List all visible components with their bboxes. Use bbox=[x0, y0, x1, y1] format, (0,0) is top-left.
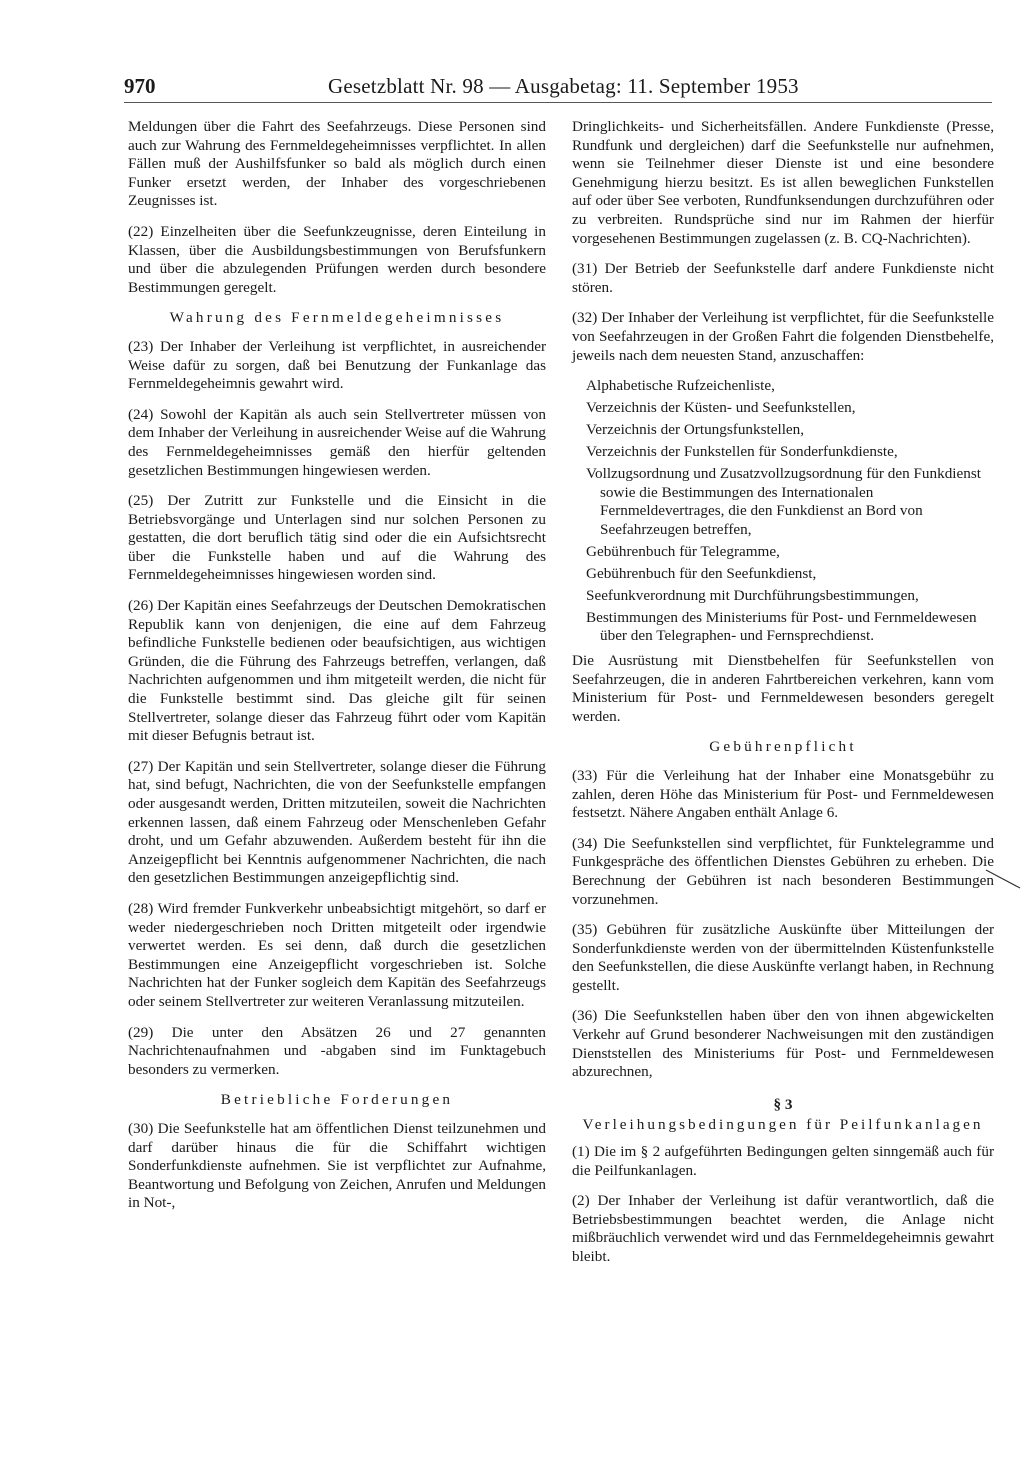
list-item: Verzeichnis der Küsten- und Seefunkstellen, bbox=[586, 399, 856, 417]
list-item: Gebührenbuch für den Seefunkdienst, bbox=[586, 564, 817, 582]
paragraph-29: (29) Die unter den Absätzen 26 und 27 genannten Nachrichtenaufnahmen und -abgaben sind im Funktagebuch besonders zu vermerken. bbox=[128, 1023, 546, 1078]
paragraph-31: (31) Der Betrieb der Seefunkstelle darf andere Funkdienste nicht stören. bbox=[572, 260, 994, 296]
paragraph-23: (23) Der Inhaber der Verleihung ist verpflichtet, in ausreichender Weise dafür zu sorgen, daß bei Benutzung der Funkanlage das Fernmeldegeheimnis gewahrt wird. bbox=[128, 337, 546, 393]
list-item: Seefunkverordnung mit Durchführungsbestimmungen, bbox=[586, 586, 919, 604]
left-column bbox=[128, 118, 546, 1225]
paragraph-30: (30) Die Seefunkstelle hat am öffentlichen Dienst teilzunehmen und darf darüber hinaus die für die Schiffahrt wichtigen Sonderfunkdienste aufnehmen. Sie ist verpflichtet zur Aufnahme, Beantwortung und Befolgung von Zeichen, Anrufen und Meldungen in Not-, bbox=[128, 1119, 546, 1212]
paragraph-32: (32) Der Inhaber der Verleihung ist verpflichtet, für die Seefunkstelle von Seefahrzeugen in der Großen Fahrt die folgenden Dienstbehelfe, jeweils nach dem neuesten Stand, anzuschaffen: bbox=[572, 309, 994, 364]
paragraph-36: (36) Die Seefunkstellen haben über den von ihnen abgewickelten Verkehr auf Grund besonderer Nachweisungen mit den zuständigen Dienststellen des Ministeriums für Post- und Fernmeldewesen abzurechnen, bbox=[572, 1007, 994, 1081]
paragraph-33: (33) Für die Verleihung hat der Inhaber eine Monatsgebühr zu zahlen, deren Höhe das Ministerium für Post- und Fernmeldewesen festsetzt. Nähere Angaben enthält Anlage 6. bbox=[572, 766, 994, 822]
right-column bbox=[572, 118, 994, 1279]
paragraph-22: (22) Einzelheiten über die Seefunkzeugnisse, deren Einteilung in Klassen, über die Ausbildungsbestimmungen von Berufsfunkern und über die abzulegenden Prüfungen werden durch besondere Bestimmungen geregelt. bbox=[128, 222, 546, 296]
paragraph-34: (34) Die Seefunkstellen sind verpflichtet, für Funktelegramme und Funkgespräche des öffentlichen Dienstes Gebühren zu erheben. Die Berechnung der Gebühren ist nach besonderen Bestimmungen vorzunehmen. bbox=[572, 834, 994, 908]
page-number: 970 bbox=[124, 74, 156, 98]
heading-wahrung: Wahrung des Fernmeldegeheimnisses bbox=[169, 309, 505, 327]
section-title: Verleihungsbedingungen für Peilfunkanlagen bbox=[582, 1116, 984, 1134]
page-header bbox=[124, 74, 994, 106]
list-item: Verzeichnis der Funkstellen für Sonderfunkdienste, bbox=[586, 443, 898, 461]
paragraph-25: (25) Der Zutritt zur Funkstelle und die Einsicht in die Betriebsvorgänge und Unterlagen sind nur solchen Personen zu gestatten, die dort beruflich tätig sind oder die ein Aufsichtsrecht über die Funkstelle haben und auf die Wahrung des Fernmeldegeheimnisses hingewiesen worden sind. bbox=[128, 492, 546, 584]
header-rule bbox=[124, 102, 992, 103]
section-3-paragraph-2: (2) Der Inhaber der Verleihung ist dafür verantwortlich, daß die Betriebsbestimmungen beachtet werden, die Anlage nicht mißbräuchlich verwendet wird und das Fernmeldegeheimnis gewahrt bleibt. bbox=[572, 1192, 994, 1265]
section-3-paragraph-1: (1) Die im § 2 aufgeführten Bedingungen gelten sinngemäß auch für die Peilfunkanlagen. bbox=[572, 1143, 994, 1179]
list-item: Alphabetische Rufzeichenliste, bbox=[586, 377, 775, 395]
paragraph-30-continued: Dringlichkeits- und Sicherheitsfällen. Andere Funkdienste (Presse, Rundfunk und dergleichen) darf die Seefunkstelle nur aufnehmen, wenn sie Teilnehmer dieser Dienste ist und eine besondere Genehmigung hierzu besitzt. Es ist allen beweglichen Funkstellen auf oder über See verboten, Rundfunksendungen durchzuführen oder zu verbreiten. Rundsprüche sind nur im Rahmen der hierfür vorgesehenen Bestimmungen zugelassen (z. B. CQ-Nachrichten). bbox=[572, 118, 994, 247]
list-item: Bestimmungen des Ministeriums für Post- und Fernmeldewesen über den Telegraphen- und Fernsprechdienst. bbox=[586, 608, 977, 645]
paragraph-27: (27) Der Kapitän und sein Stellvertreter, solange dieser die Führung hat, sind befugt, Nachrichten, die von der Seefunkstelle empfangen oder ausgesandt werden, Dritten mitzuteilen, soweit die Nachrichten erkennen lassen, daß einem Fahrzeug oder Menschenleben Gefahr droht, und um Gefahr abzuwenden. Außerdem besteht für ihn die Anzeigepflicht bei Kenntnis aufgenommener Nachrichten, die nach den gesetzlichen Bestimmungen anzeigepflichtig sind. bbox=[128, 757, 546, 887]
paragraph-26: (26) Der Kapitän eines Seefahrzeugs der Deutschen Demokratischen Republik kann von denjenigen, die eine auf dem Fahrzeug befindliche Funkstelle bedienen oder beaufsichtigen, aus wichtigen Gründen, die die Führung des Fahrzeugs betreffen, verlangen, daß Nachrichten aufgenommen und ihm mitgeteilt werden, die nicht für die Funkstelle bestimmt sind. Das gleiche gilt für seinen Stellvertreter, solange dieser das Fahrzeug führt oder vom Kapitän mit dieser Befugnis betraut ist. bbox=[128, 597, 546, 745]
list-item: Gebührenbuch für Telegramme, bbox=[586, 542, 780, 560]
heading-gebuehrenpflicht: Gebührenpflicht bbox=[709, 738, 857, 756]
paragraph-28: (28) Wird fremder Funkverkehr unbeabsichtigt mitgehört, so darf er weder niedergeschrieben noch Dritten mitgeteilt oder irgendwie verwertet werden. Es sei denn, daß durch die gesetzlichen Bestimmungen eine Anzeigepflicht vorgeschrieben ist. Solche Nachrichten hat der Funker sogleich dem Kapitän des Seefahrzeugs oder seinem Stellvertreter zur weiteren Veranlassung mitzuteilen. bbox=[128, 899, 546, 1010]
paragraph-24: (24) Sowohl der Kapitän als auch sein Stellvertreter müssen von dem Inhaber der Verleihung in ausreichender Weise auf die Wahrung des Fernmeldegeheimnisses gemäß den hierfür geltenden gesetzlichen Bestimmungen hingewiesen werden. bbox=[128, 405, 547, 479]
section-number: § 3 bbox=[773, 1095, 793, 1113]
list-item: Verzeichnis der Ortungsfunkstellen, bbox=[586, 421, 805, 439]
paragraph-21-continued: Meldungen über die Fahrt des Seefahrzeugs. Diese Personen sind auch zur Wahrung des Fernmeldegeheimnisses verpflichtet. In allen Fällen muß der Aushilfsfunker so bald als möglich durch einen Funker ersetzt werden, der Inhaber des vorgeschriebenen Zeugnisses ist. bbox=[128, 118, 546, 210]
heading-betrieb: Betriebliche Forderungen bbox=[220, 1091, 454, 1109]
pencil-stroke-mark bbox=[984, 868, 1024, 892]
running-title: Gesetzblatt Nr. 98 — Ausgabetag: 11. September 1953 bbox=[328, 74, 799, 98]
list-item: Vollzugsordnung und Zusatzvollzugsordnung für den Funkdienst sowie die Bestimmungen des Internationalen Fernmeldevertrages, die den Funkdienst an Bord von Seefahrzeugen betreffen, bbox=[586, 465, 981, 538]
paragraph-35: (35) Gebühren für zusätzliche Auskünfte über Mitteilungen der Sonderfunkdienste werden von der übermittelnden Küstenfunkstelle den Seefunkstellen, die diese Auskünfte verlangt haben, in Rechnung gestellt. bbox=[572, 921, 994, 994]
paragraph-32-continued: Die Ausrüstung mit Dienstbehelfen für Seefunkstellen von Seefahrzeugen, die in anderen Fahrtbereichen verkehren, kann vom Ministerium für Post- und Fernmeldewesen besonders geregelt werden. bbox=[572, 651, 994, 725]
dienstbehelfe-list bbox=[572, 377, 994, 646]
